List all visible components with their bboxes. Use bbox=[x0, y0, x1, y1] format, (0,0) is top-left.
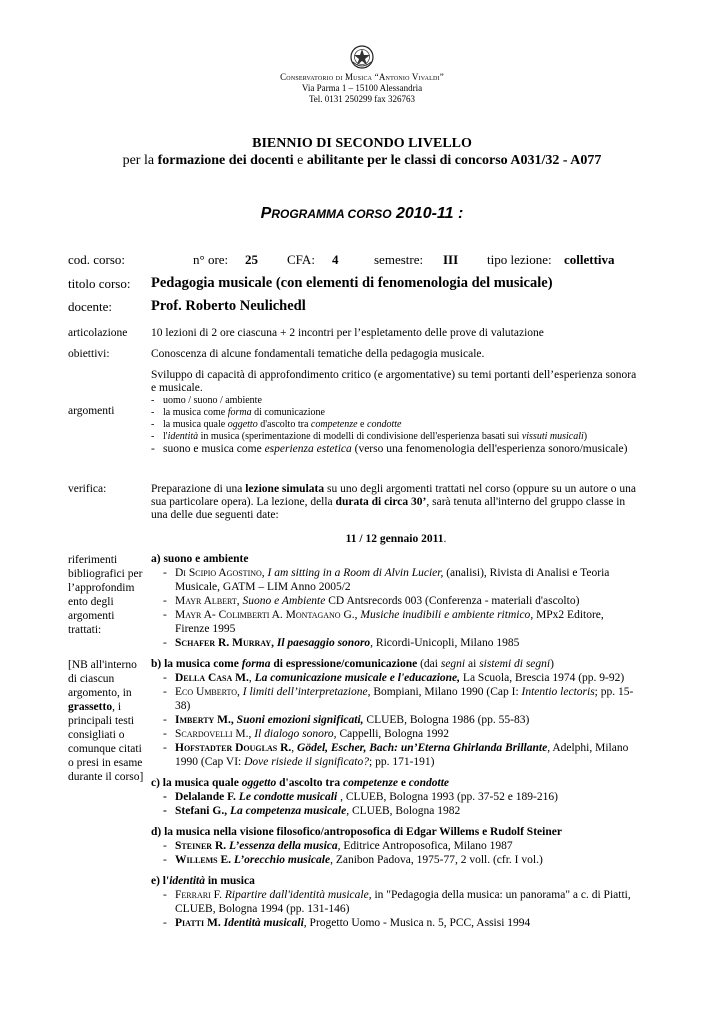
obiettivi-label: obiettivi: bbox=[68, 348, 110, 360]
list-item: - Steiner R. L’essenza della musica, Editrice Antroposofica, Milano 1987 bbox=[151, 839, 641, 853]
institution-name: Conservatorio di Musica “Antonio Vivaldi” bbox=[280, 72, 444, 82]
programma-heading: PROGRAMMA CORSO 2010-11 : bbox=[260, 205, 464, 222]
argomenti-intro: Sviluppo di capacità di approfondimento critico (e argomentative) su temi portanti dell’esperienza sonora e musicale. bbox=[151, 369, 637, 394]
docente-label: docente: bbox=[68, 299, 113, 314]
list-item: - Ferrari F. Ripartire dall'identità musicale, in "Pedagogia della musica: un panorama" a c. di Piatti, CLUEB, Bologna 1994 (pp. 131-146) bbox=[151, 888, 641, 916]
titolo-label: titolo corso: bbox=[68, 276, 131, 291]
list-item: - Stefani G., La competenza musicale, CLUEB, Bologna 1982 bbox=[151, 804, 641, 818]
riferimenti-label: riferimenti bibliografici per l’approfondim ento degli argomenti trattati: bbox=[68, 554, 143, 636]
riferimenti-note: [NB all'interno di ciascun argomento, in grassetto, i principali testi consigliati o comunque citati o presi in esame durante il corso] bbox=[68, 659, 144, 783]
semestre-label: semestre: bbox=[374, 252, 424, 267]
section-a-heading: a) suono e ambiente bbox=[151, 553, 249, 565]
verifica-date: 11 / 12 gennaio 2011. bbox=[345, 533, 447, 545]
section-c-heading: c) la musica quale oggetto d'ascolto tra competenze e condotte bbox=[151, 777, 450, 789]
articolazione-label: articolazione bbox=[68, 327, 128, 339]
list-item: - Di Scipio Agostino, I am sitting in a Room di Alvin Lucier, (analisi), Rivista di Analisi e Teoria Musicale, GATM – LIM Anno 2005/2 bbox=[151, 566, 641, 594]
list-item: - l'identità in musica (sperimentazione di modelli di condivisione dell'esperienza basati sui vissuti musicali) bbox=[151, 431, 641, 443]
list-item: - Delalande F. Le condotte musicali , CLUEB, Bologna 1993 (pp. 37-52 e 189-216) bbox=[151, 790, 641, 804]
emblem-icon bbox=[349, 44, 375, 70]
ore-value: 25 bbox=[245, 252, 258, 267]
docente-value: Prof. Roberto Neulichedl bbox=[151, 298, 306, 314]
list-item: - uomo / suono / ambiente bbox=[151, 395, 641, 407]
list-item: - suono e musica come esperienza estetica (verso una fenomenologia dell'esperienza sonoro/musicale) bbox=[151, 443, 641, 456]
institution-address: Via Parma 1 – 15100 Alessandria bbox=[301, 83, 423, 93]
list-item: - Della Casa M., La comunicazione musicale e l'educazione, La Scuola, Brescia 1974 (pp. 9-92) bbox=[151, 671, 641, 685]
list-item: - Willems E. L’orecchio musicale, Zanibon Padova, 1975-77, 2 voll. (cfr. I vol.) bbox=[151, 853, 641, 867]
list-item: - Eco Umberto, I limiti dell’interpretazione, Bompiani, Milano 1990 (Cap I: Intentio lectoris; pp. 15-38) bbox=[151, 685, 641, 713]
list-item: - Mayr A- Colimberti A. Montagano G., Musiche inudibili e ambiente ritmico, MPx2 Editore, Firenze 1995 bbox=[151, 608, 641, 636]
bibliografia bbox=[151, 552, 641, 930]
semestre-value: III bbox=[443, 252, 459, 267]
obiettivi-value: Conoscenza di alcune fondamentali tematiche della pedagogia musicale. bbox=[151, 348, 485, 360]
tipo-label: tipo lezione: bbox=[487, 252, 552, 267]
list-item: - Imberty M., Suoni emozioni significati, CLUEB, Bologna 1986 (pp. 55-83) bbox=[151, 713, 641, 727]
tipo-value: collettiva bbox=[564, 252, 615, 267]
titolo-value: Pedagogia musicale (con elementi di fenomenologia del musicale) bbox=[151, 275, 553, 291]
cfa-value: 4 bbox=[332, 252, 339, 267]
list-item: - Schafer R. Murray, Il paesaggio sonoro, Ricordi-Unicopli, Milano 1985 bbox=[151, 636, 641, 650]
argomenti-list bbox=[151, 395, 641, 456]
cod-label: cod. corso: bbox=[68, 252, 126, 267]
articolazione-value: 10 lezioni di 2 ore ciascuna + 2 incontri per l’espletamento delle prove di valutazione bbox=[151, 327, 544, 339]
section-c-list bbox=[151, 790, 641, 818]
ore-label: n° ore: bbox=[193, 252, 229, 267]
section-a-list bbox=[151, 566, 641, 650]
section-e-heading: e) l'identità in musica bbox=[151, 875, 255, 887]
section-e-list bbox=[151, 888, 641, 930]
list-item: - Scardovelli M., Il dialogo sonoro, Cappelli, Bologna 1992 bbox=[151, 727, 641, 741]
section-b-list bbox=[151, 671, 641, 769]
list-item: - la musica quale oggetto d'ascolto tra competenze e condotte bbox=[151, 419, 641, 431]
verifica-label: verifica: bbox=[68, 483, 107, 495]
section-b-heading: b) la musica come forma di espressione/comunicazione (dai segni ai sistemi di segni) bbox=[151, 658, 554, 670]
verifica-text: Preparazione di una lezione simulata su uno degli argomenti trattati nel corso (oppure su un autore o una sua particolare opera). La lezione, della durata di circa 30’, sarà tenuta all'interno del gruppo classe in una delle due seguenti date: bbox=[151, 483, 636, 521]
list-item: - la musica come forma di comunicazione bbox=[151, 407, 641, 419]
list-item: - Mayr Albert, Suono e Ambiente CD Antsrecords 003 (Conferenza - materiali d'ascolto) bbox=[151, 594, 641, 608]
doc-subtitle: per la formazione dei docenti e abilitante per le classi di concorso A031/32 - A077 bbox=[122, 153, 602, 168]
list-item: - Piatti M. Identità musicali, Progetto Uomo - Musica n. 5, PCC, Assisi 1994 bbox=[151, 916, 641, 930]
cfa-label: CFA: bbox=[287, 252, 315, 267]
list-item: - Hofstadter Douglas R., Gödel, Escher, Bach: un’Eterna Ghirlanda Brillante, Adelphi, Milano 1990 (Cap VI: Dove risiede il significato?; pp. 171-191) bbox=[151, 741, 641, 769]
section-d-list bbox=[151, 839, 641, 867]
doc-title: BIENNIO DI SECONDO LIVELLO bbox=[252, 136, 472, 151]
argomenti-block bbox=[151, 369, 641, 456]
argomenti-label: argomenti bbox=[68, 405, 115, 417]
institution-phone: Tel. 0131 250299 fax 326763 bbox=[308, 94, 416, 104]
section-d-heading: d) la musica nella visione filosofico/antroposofica di Edgar Willems e Rudolf Steiner bbox=[151, 826, 562, 838]
